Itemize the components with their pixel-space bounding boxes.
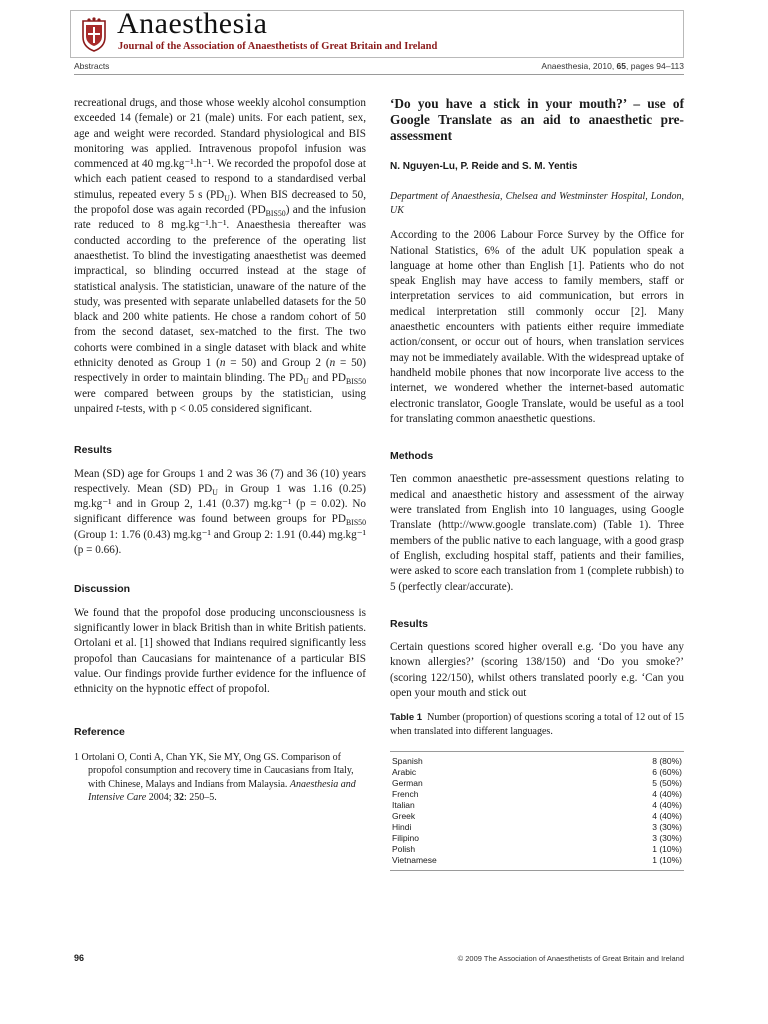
language-score-table [390,751,684,871]
table-language-cell: Vietnamese [392,855,437,866]
methods-heading: Methods [390,450,434,463]
table-label: Table 1 [390,712,423,724]
copyright-notice: © 2009 The Association of Anaesthetists of Great Britain and Ireland [457,954,684,963]
left-column [74,96,366,805]
table-value-cell: 4 (40%) [652,811,682,822]
author-affiliation: Department of Anaesthesia, Chelsea and Westminster Hospital, London, UK [390,191,684,217]
table-row [390,767,684,778]
reference-item: 1 Ortolani O, Conti A, Chan YK, Sie MY, Ong GS. Comparison of propofol consumption and recovery time in Caucasians from Italy, with Chinese, Malays and Indians from Malaysia. Anaesthesia and Intensive Care 2004; 32: 250–5. [74,751,356,804]
table-language-cell: Polish [392,844,416,855]
section-label: Abstracts [74,61,110,71]
association-crest-icon [79,17,109,53]
table-language-cell: Spanish [392,756,423,767]
table-value-cell: 5 (50%) [652,778,682,789]
table-language-cell: German [392,778,423,789]
reference-heading: Reference [74,726,125,739]
table-language-cell: Filipino [392,833,419,844]
table-value-cell: 1 (10%) [652,844,682,855]
running-head [74,60,684,75]
table-row [390,789,684,800]
table-value-cell: 8 (80%) [652,756,682,767]
table-value-cell: 3 (30%) [652,822,682,833]
table-value-cell: 6 (60%) [652,767,682,778]
table-row [390,844,684,855]
results-heading-right: Results [390,617,428,630]
table-language-cell: Hindi [392,822,412,833]
journal-masthead [70,7,684,58]
table-value-cell: 1 (10%) [652,855,682,866]
table-row [390,752,684,768]
page-number: 96 [74,953,85,963]
table-language-cell: Italian [392,800,415,811]
results-heading-left: Results [74,444,112,457]
journal-title: Anaesthesia [117,7,268,40]
introduction-paragraph: According to the 2006 Labour Force Survey by the Office for National Statistics, 6% of the adult UK population speak a language at home other than English [1]. Patients who do not speak English may have access to family members, staff or interpretation services to aid communication, but errors in medical interpretation still commonly occur [2]. Many anaesthetic encounters with patients either require immediate action/consent, or occur out of hours, when translation services may not be immediately available. With the widespread uptake of handheld mobile phones that now incorporate live access to the internet, we wondered whether the internet-based automatic electronic translator, Google Translate, would be useful as a tool for translating common anaesthetic questions. [390,229,684,425]
article-authors: N. Nguyen-Lu, P. Reide and S. M. Yentis [390,161,578,172]
results-paragraph-left: Mean (SD) age for Groups 1 and 2 was 36 (7) and 36 (10) years respectively. Mean (SD) $PD_U$ in Group 1 was 1.16 (0.25) mg.kg⁻¹ and in Group 2, 1.41 (0.37) mg.kg⁻¹ (p = 0.02). No significant difference was found between groups for $PD_{BIS50}$ (Group 1: 1.76 (0.43) mg.kg⁻¹ and Group 2: 1.91 (0.44) mg.kg⁻¹ (p = 0.66). [74,467,366,557]
table-value-cell: 4 (40%) [652,800,682,811]
table-row [390,833,684,844]
right-column [390,96,684,871]
table-row [390,811,684,822]
volume-number: 65 [616,61,627,71]
journal-subtitle: Journal of the Association of Anaesthetists of Great Britain and Ireland [118,41,438,52]
table-row [390,855,684,871]
discussion-paragraph: We found that the propofol dose producing unconsciousness is significantly lower in black British than in white British patients. Ortolani et al. [1] showed that Indians required significantly less propofol than Caucasians for maintenance of a particular BIS value. Our findings provide further evidence for the influence of ethnicity on the hypnotic effect of propofol. [74,606,366,696]
results-paragraph-right: Certain questions scored higher overall e.g. ‘Do you have any known allergies?’ (scoring 138/150) and ‘Do you smoke?’ (scoring 122/150), whilst others translated poorly e.g. ‘Can you open your mouth and stick out [390,641,684,700]
table-value-cell: 3 (30%) [652,833,682,844]
table-value-cell: 4 (40%) [652,789,682,800]
methods-paragraph: Ten common anaesthetic pre-assessment questions relating to medical and anaesthetic history and assessment of the airway were translated from English into 10 languages, using Google Translate (http://www.google translate.com) (Table 1). Three members of the public native to each language, with a good grasp of English, excluding hospital staff, patients and their families, were asked to score each translation from 1 (complete rubbish) to 5 (perfectly clear/accurate). [390,473,684,593]
discussion-heading: Discussion [74,583,131,596]
table-language-cell: French [392,789,419,800]
table-row [390,800,684,811]
citation: Anaesthesia, 2010, 65, pages 94–113 [541,61,684,71]
table-language-cell: Arabic [392,767,417,778]
table-caption: Table 1 Number (proportion) of questions scoring a total of 12 out of 15 when translated into different languages. [390,712,685,738]
table-language-cell: Greek [392,811,416,822]
methods-continued-paragraph: recreational drugs, and those whose weekly alcohol consumption exceeded 14 (female) or 21 (male) units. For each patient, sex, age and weight were recorded. Standard physiological and BIS monitoring was applied. Intravenous propofol infusion was commenced at 40 mg.kg⁻¹.h⁻¹. We recorded the propofol dose at which each patient ceased to respond to a standardised verbal stimulus, repeated every 5 s $(PD_U)$. When BIS decreased to 50, the propofol dose was again recorded $(PD_{BIS50})$ and the infusion rate reduced to 8 mg.kg⁻¹.h⁻¹. Anaesthesia thereafter was conducted according to the preference of the operating list anaesthetist. To blind the investigating anaesthetist was deemed impractical, so blinding occurred instead at the stage of statistical analysis. The statistician, unaware of the nature of the study, was presented with separate unlabelled datasets for the 50 black and 200 white patients. He chose a random cohort of 50 from the second dataset, sex-matched to the first. The two cohorts were combined in a single dataset with black and white ethnicity denoted as Group 1 (n = 50) and Group 2 (n = 50) respectively in order to maintain blinding. The $PD_U$ and $PD_{BIS50}$ were compared between groups by the statistician, using unpaired t-tests, with p < 0.05 considered significant. [74,97,366,415]
article-title: ‘Do you have a stick in your mouth?’ – use of Google Translate as an aid to anaesthetic pre-assessment [390,96,684,143]
table-row [390,778,684,789]
table-row [390,822,684,833]
